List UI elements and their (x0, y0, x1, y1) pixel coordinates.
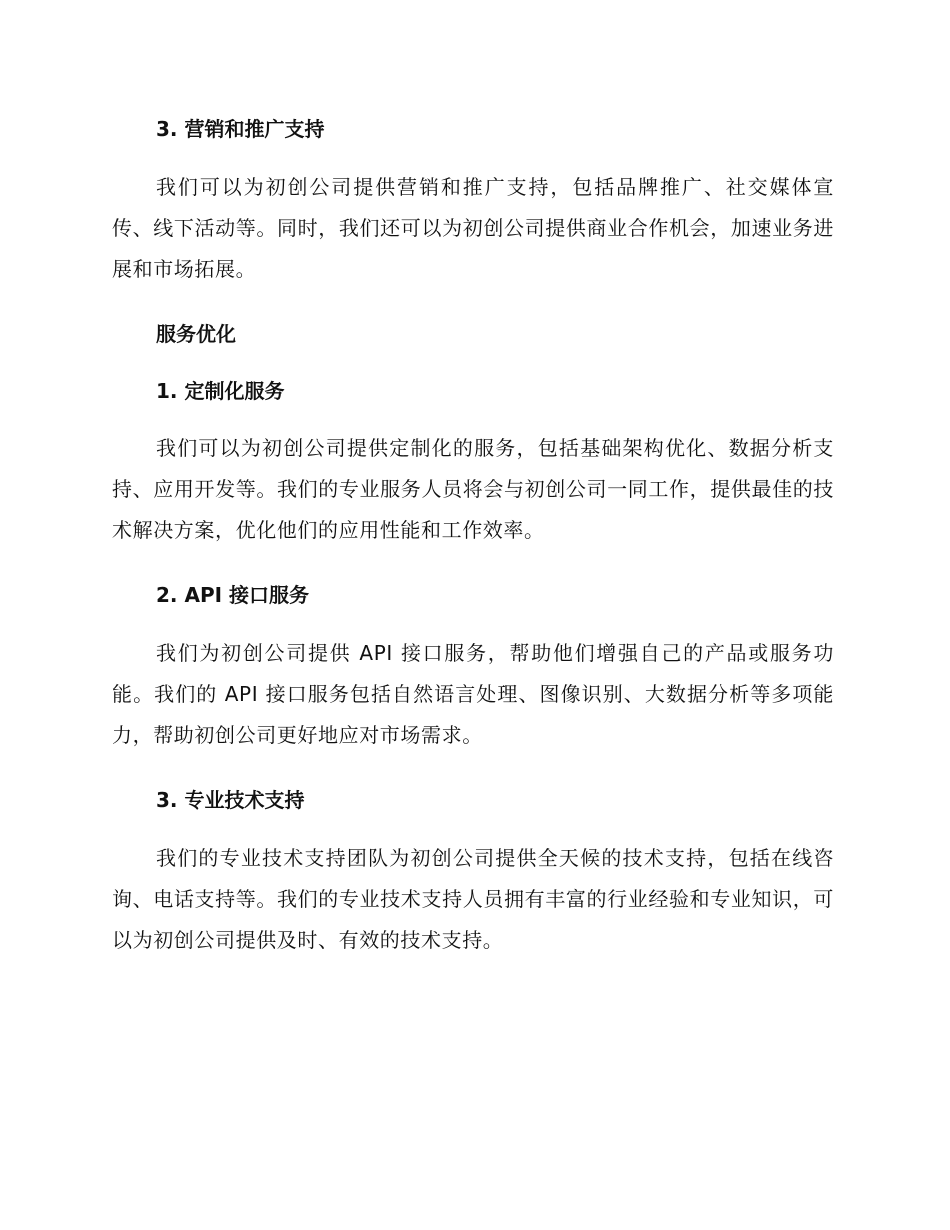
section-heading-marketing: 3. 营销和推广支持 (156, 117, 325, 141)
section-heading-customized-service: 1. 定制化服务 (156, 379, 285, 403)
section-heading-tech-support: 3. 专业技术支持 (156, 788, 305, 812)
section-heading-api-service: 2. API 接口服务 (156, 583, 310, 607)
section-paragraph-tech-support: 我们的专业技术支持团队为初创公司提供全天候的技术支持，包括在线咨询、电话支持等。我们的专业技术支持人员拥有丰富的行业经验和专业知识，可以为初创公司提供及时、有效的技术支持。 (112, 846, 834, 952)
section-paragraph-api-service: 我们为初创公司提供 API 接口服务，帮助他们增强自己的产品或服务功能。我们的 API 接口服务包括自然语言处理、图像识别、大数据分析等多项能力，帮助初创公司更好地应对市场需求。 (112, 641, 834, 747)
section-paragraph-marketing: 我们可以为初创公司提供营销和推广支持，包括品牌推广、社交媒体宣传、线下活动等。同时，我们还可以为初创公司提供商业合作机会，加速业务进展和市场拓展。 (112, 175, 834, 281)
section-paragraph-customized-service: 我们可以为初创公司提供定制化的服务，包括基础架构优化、数据分析支持、应用开发等。我们的专业服务人员将会与初创公司一同工作，提供最佳的技术解决方案，优化他们的应用性能和工作效率。 (112, 436, 834, 542)
section-heading-service-optimization: 服务优化 (156, 322, 236, 346)
